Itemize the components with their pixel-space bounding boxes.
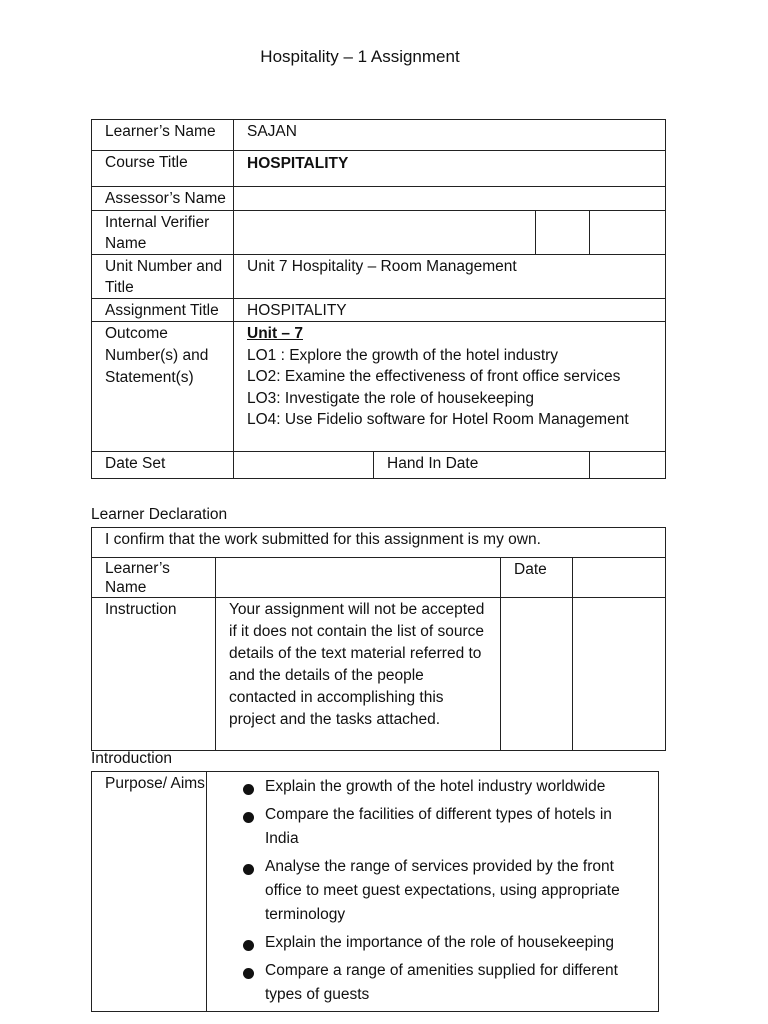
aim-item: Explain the growth of the hotel industry worldwide bbox=[207, 775, 648, 799]
aims-cell bbox=[207, 772, 659, 1012]
unit-value: Unit 7 Hospitality – Room Management bbox=[234, 255, 666, 299]
assignment-title-value: HOSPITALITY bbox=[234, 299, 666, 322]
bullet-icon bbox=[243, 784, 254, 795]
outcome-lo2-lo3: LO2: Examine the effectiveness of front office services LO3: Investigate the role of housekeeping bbox=[247, 368, 621, 407]
verifier-label: Internal Verifier Name bbox=[92, 211, 234, 255]
declaration-statement: I confirm that the work submitted for this assignment is my own. bbox=[92, 528, 666, 558]
outcome-lo1: LO1 : Explore the growth of the hotel industry bbox=[247, 346, 559, 364]
date-set-label: Date Set bbox=[92, 452, 234, 479]
declaration-heading: Learner Declaration bbox=[91, 506, 228, 523]
aim-item: Compare the facilities of different types of hotels in India bbox=[207, 803, 648, 851]
purpose-label: Purpose/ Aims bbox=[92, 772, 207, 1012]
aims-list bbox=[207, 775, 648, 1007]
cover-table bbox=[91, 119, 666, 479]
unit-label: Unit Number and Title bbox=[92, 255, 234, 299]
instruction-text: Your assignment will not be accepted if it does not contain the list of source details of the text material referred to and the details of the people contacted in accomplishing this project and the tasks attached. bbox=[216, 598, 501, 751]
outcome-statements bbox=[234, 322, 666, 452]
declaration-table bbox=[91, 527, 666, 751]
bullet-icon bbox=[243, 940, 254, 951]
course-title-value: HOSPITALITY bbox=[234, 151, 666, 187]
declaration-date-value bbox=[573, 558, 666, 598]
document-title: Hospitality – 1 Assignment bbox=[260, 47, 460, 66]
aim-item: Explain the importance of the role of housekeeping bbox=[207, 931, 648, 955]
bullet-icon bbox=[243, 812, 254, 823]
verifier-value bbox=[234, 211, 536, 255]
assessor-value bbox=[234, 187, 666, 211]
instruction-label: Instruction bbox=[92, 598, 216, 751]
declaration-learner-name-label: Learner’s Name bbox=[92, 558, 216, 598]
bullet-icon bbox=[243, 864, 254, 875]
assessor-label: Assessor’s Name bbox=[92, 187, 234, 211]
hand-in-value bbox=[590, 452, 666, 479]
learner-name-value: SAJAN bbox=[234, 120, 666, 151]
declaration-learner-name-value bbox=[216, 558, 501, 598]
verifier-cell-b bbox=[590, 211, 666, 255]
assignment-title-label: Assignment Title bbox=[92, 299, 234, 322]
verifier-cell-a bbox=[536, 211, 590, 255]
course-title-label: Course Title bbox=[92, 151, 234, 187]
introduction-table bbox=[91, 771, 659, 1012]
declaration-date-label: Date bbox=[501, 558, 573, 598]
instruction-cell-a bbox=[501, 598, 573, 751]
date-set-value bbox=[234, 452, 374, 479]
outcome-label: Outcome Number(s) and Statement(s) bbox=[92, 322, 234, 452]
learner-name-label: Learner’s Name bbox=[92, 120, 234, 151]
instruction-cell-b bbox=[573, 598, 666, 751]
hand-in-label: Hand In Date bbox=[374, 452, 590, 479]
aim-item: Analyse the range of services provided by the front office to meet guest expectations, using appropriate terminology bbox=[207, 855, 648, 927]
aim-item: Compare a range of amenities supplied for different types of guests bbox=[207, 959, 648, 1007]
introduction-heading: Introduction bbox=[91, 750, 172, 767]
outcome-heading: Unit – 7 bbox=[247, 325, 303, 342]
bullet-icon bbox=[243, 968, 254, 979]
outcome-lo4: LO4: Use Fidelio software for Hotel Room Management bbox=[247, 411, 629, 428]
